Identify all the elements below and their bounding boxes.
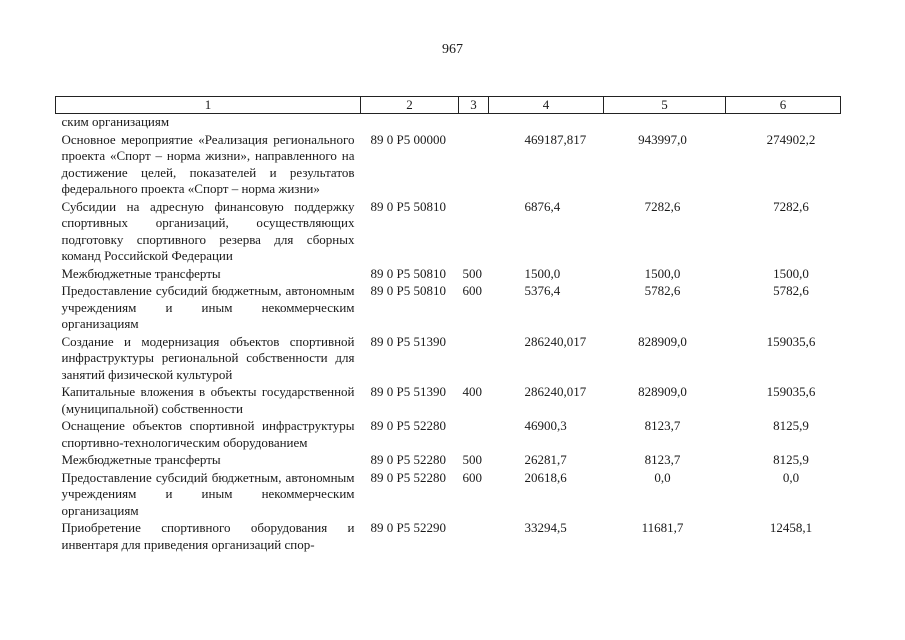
row-name: Оснащение объектов спортивной инфраструктуры спортивно-технологическим оборудованием [61, 418, 355, 450]
row-code: 89 0 P5 51390 [370, 384, 446, 399]
row-value-col6: 0,0 [782, 469, 800, 485]
row-name: Создание и модернизация объектов спортивной инфраструктуры региональной собственности для занятий физической культурой [61, 333, 355, 382]
row-expense-type [459, 199, 489, 266]
table-row [56, 283, 841, 334]
row-value-col5: 943997,0 [638, 131, 687, 147]
column-header-1: 1 [56, 97, 361, 114]
table-row [56, 199, 841, 266]
row-name: Приобретение спортивного оборудования и инвентаря для приведения организаций спор- [61, 520, 355, 552]
row-expense-type [459, 334, 489, 385]
row-value-col6: 159035,6 [766, 384, 816, 399]
row-name: Предоставление субсидий бюджетным, автономным учреждениям и иным некоммерческим организациям [61, 283, 355, 331]
column-header-4: 4 [489, 97, 604, 114]
row-name: Предоставление субсидий бюджетным, автономным учреждениям и иным некоммерческим организациям [61, 469, 355, 518]
row-value-col5: 7282,6 [644, 198, 681, 214]
row-expense-type [459, 132, 489, 199]
row-value-col6: 7282,6 [773, 198, 809, 214]
row-name: Межбюджетные трансферты [61, 265, 221, 281]
row-name: Субсидии на адресную финансовую поддержку спортивных организаций, осуществляющих подготовку спортивного резерва для сборных команд Российской Федерации [61, 198, 355, 263]
row-value-col4: 26281,7 [524, 452, 567, 467]
row-code: 89 0 P5 52280 [370, 418, 446, 433]
row-value-col6: 12458,1 [769, 520, 813, 535]
row-value-col4: 20618,6 [524, 469, 567, 485]
budget-table [55, 96, 841, 554]
column-header-6: 6 [726, 97, 841, 114]
row-expense-type: 400 [462, 384, 482, 399]
row-value-col4: 33294,5 [524, 520, 567, 535]
table-row [56, 470, 841, 521]
row-name: ским организациям [61, 114, 170, 129]
table-row [56, 132, 841, 199]
row-value-col5: 5782,6 [644, 283, 681, 298]
row-value-col6: 159035,6 [766, 333, 816, 349]
row-expense-type: 600 [462, 469, 482, 485]
row-code: 89 0 P5 00000 [370, 131, 446, 147]
row-expense-type [459, 418, 489, 452]
row-expense-type: 500 [462, 265, 482, 281]
row-code: 89 0 P5 51390 [370, 333, 446, 349]
table-header [56, 97, 841, 114]
row-value-col4: 46900,3 [524, 418, 567, 433]
row-value-col6: 8125,9 [773, 452, 809, 467]
column-header-2: 2 [361, 97, 459, 114]
row-value-col6: 8125,9 [773, 418, 809, 433]
row-name: Межбюджетные трансферты [61, 452, 221, 467]
row-expense-type: 600 [462, 283, 482, 298]
row-code: 89 0 P5 52280 [370, 452, 446, 467]
row-value-col4: 5376,4 [524, 283, 561, 298]
row-code: 89 0 P5 52290 [370, 520, 446, 535]
row-code: 89 0 P5 50810 [370, 198, 446, 214]
row-value-col4 [489, 114, 604, 132]
table-row [56, 418, 841, 452]
row-value-col5: 8123,7 [644, 452, 681, 467]
row-code [361, 114, 459, 132]
row-name: Основное мероприятие «Реализация регионального проекта «Спорт – норма жизни», направленного на достижение целей, показателей и результатов федерального проекта «Спорт – норма жизни» [61, 131, 355, 196]
row-value-col6 [726, 114, 841, 132]
row-value-col5: 11681,7 [641, 520, 684, 535]
table-row [56, 334, 841, 385]
row-code: 89 0 P5 52280 [370, 469, 446, 485]
row-expense-type: 500 [462, 452, 482, 467]
column-header-3: 3 [459, 97, 489, 114]
row-value-col4: 1500,0 [524, 265, 561, 281]
row-expense-type [459, 114, 489, 132]
row-value-col6: 274902,2 [766, 131, 816, 147]
page-number: 967 [442, 42, 463, 57]
row-code: 89 0 P5 50810 [370, 265, 446, 281]
table-row [56, 452, 841, 470]
row-value-col6: 1500,0 [773, 265, 809, 281]
row-code: 89 0 P5 50810 [370, 283, 446, 298]
row-value-col5: 1500,0 [644, 265, 681, 281]
row-value-col6: 5782,6 [773, 283, 809, 298]
row-value-col5: 828909,0 [638, 333, 687, 349]
table-body [56, 114, 841, 555]
table-row [56, 384, 841, 418]
row-value-col5: 0,0 [654, 469, 671, 485]
row-value-col4: 286240,017 [524, 384, 587, 399]
row-value-col4: 469187,817 [524, 131, 587, 147]
row-value-col5: 8123,7 [644, 418, 681, 433]
row-name: Капитальные вложения в объекты государственной (муниципальной) собственности [61, 384, 355, 416]
table-row [56, 520, 841, 554]
header-row [56, 97, 841, 114]
row-value-col4: 6876,4 [524, 198, 561, 214]
row-value-col5 [604, 114, 726, 132]
row-value-col4: 286240,017 [524, 333, 587, 349]
table-row [56, 114, 841, 132]
row-value-col5: 828909,0 [638, 384, 687, 399]
column-header-5: 5 [604, 97, 726, 114]
row-expense-type [459, 520, 489, 554]
table-row [56, 266, 841, 284]
